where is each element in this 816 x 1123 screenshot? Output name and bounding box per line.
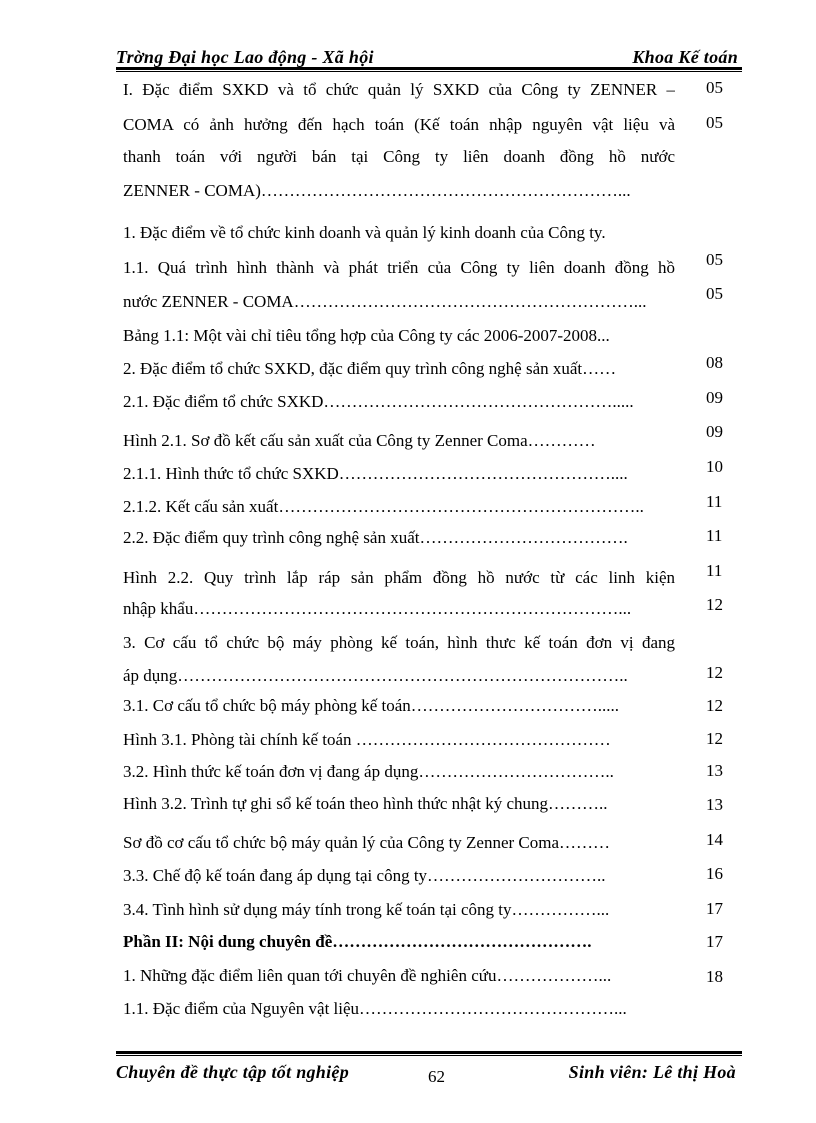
toc-line: 2.2. Đặc điểm quy trình công nghệ sản xuất………………………………. (123, 528, 628, 547)
toc-line: COMA có ảnh hưởng đến hạch toán (Kế toán nhập nguyên vật liệu và (123, 115, 675, 134)
toc-line: Hình 3.1. Phòng tài chính kế toán ……………………………………… (123, 730, 611, 749)
toc-page-number: 05 (706, 250, 723, 269)
footer-student-name: Sinh viên: Lê thị Hoà (568, 1062, 736, 1082)
toc-line: 1.1. Đặc điểm của Nguyên vật liệu………………………………………... (123, 999, 627, 1018)
toc-line: Bảng 1.1: Một vài chỉ tiêu tổng hợp của Công ty các 2006-2007-2008... (123, 326, 610, 345)
toc-page-number: 14 (706, 830, 723, 849)
toc-line: Hình 2.2. Quy trình lắp ráp sản phẩm đồng hồ nước từ các linh kiện (123, 568, 675, 587)
header-school: Trờng Đại học Lao động - Xã hội (116, 47, 374, 67)
toc-line: 3. Cơ cấu tổ chức bộ máy phòng kế toán, hình thưc kế toán đơn vị đang (123, 633, 675, 652)
toc-page-number: 17 (706, 932, 723, 951)
toc-page-number: 09 (706, 388, 723, 407)
toc-page-number: 13 (706, 761, 723, 780)
toc-page-number: 18 (706, 967, 723, 986)
toc-line: ZENNER - COMA)………………………………………………………... (123, 181, 631, 200)
toc-page-number: 10 (706, 457, 723, 476)
toc-line: 1. Đặc điểm về tổ chức kinh doanh và quản lý kinh doanh của Công ty. (123, 223, 606, 242)
toc-page-number: 12 (706, 663, 723, 682)
toc-line: áp dụng…………………………………………………………………….. (123, 666, 628, 685)
toc-page-number: 05 (706, 284, 723, 303)
toc-page-number: 17 (706, 899, 723, 918)
toc-line: 2.1.1. Hình thức tổ chức SXKD………………………………………….... (123, 464, 628, 483)
toc-line: Hình 2.1. Sơ đồ kết cấu sản xuất của Công ty Zenner Coma………… (123, 431, 596, 450)
toc-line: 1. Những đặc điểm liên quan tới chuyên đề nghiên cứu………………... (123, 966, 612, 985)
header-department: Khoa Kế toán (632, 47, 738, 67)
toc-line: nước ZENNER - COMA……………………………………………………... (123, 292, 647, 311)
toc-page-number: 12 (706, 729, 723, 748)
toc-line-part-heading: Phần II: Nội dung chuyên đề………………………………………. (123, 932, 592, 951)
toc-page-number: 05 (706, 78, 723, 97)
toc-line: nhập khẩu…………………………………………………………………... (123, 599, 632, 618)
toc-line: Hình 3.2. Trình tự ghi sổ kế toán theo hình thức nhật ký chung……….. (123, 794, 608, 813)
toc-page-number: 12 (706, 595, 723, 614)
toc-line: 3.3. Chế độ kế toán đang áp dụng tại công ty………………………….. (123, 866, 606, 885)
toc-page-number: 08 (706, 353, 723, 372)
toc-line: 3.4. Tình hình sử dụng máy tính trong kế toán tại công ty……………... (123, 900, 610, 919)
toc-line: Sơ đồ cơ cấu tổ chức bộ máy quản lý của Công ty Zenner Coma……… (123, 833, 611, 852)
toc-line: I. Đặc điểm SXKD và tổ chức quản lý SXKD của Công ty ZENNER – (123, 80, 675, 99)
toc-page-number: 12 (706, 696, 723, 715)
header-rule (116, 67, 742, 72)
page-number: 62 (428, 1067, 445, 1086)
footer-rule (116, 1051, 742, 1056)
toc-page-number: 09 (706, 422, 723, 441)
footer-report-title: Chuyên đề thực tập tốt nghiệp (116, 1062, 350, 1082)
toc-line: thanh toán với người bán tại Công ty liên doanh đồng hồ nước (123, 147, 675, 166)
toc-page-number: 11 (706, 526, 723, 545)
toc-line: 2.1. Đặc điểm tổ chức SXKD……………………………………………..... (123, 392, 634, 411)
toc-line: 2.1.2. Kết cấu sản xuất……………………………………………………….. (123, 497, 644, 516)
toc-page-number: 13 (706, 795, 723, 814)
toc-line: 1.1. Quá trình hình thành và phát triển của Công ty liên doanh đồng hồ (123, 258, 675, 277)
toc-page-number: 11 (706, 492, 723, 511)
toc-line: 2. Đặc điểm tổ chức SXKD, đặc điểm quy trình công nghệ sản xuất…… (123, 359, 617, 378)
toc-page-number: 16 (706, 864, 723, 883)
toc-line: 3.1. Cơ cấu tổ chức bộ máy phòng kế toán……………………………..... (123, 696, 620, 715)
toc-line: 3.2. Hình thức kế toán đơn vị đang áp dụng…………………………….. (123, 762, 614, 781)
toc-page-number: 05 (706, 113, 723, 132)
toc-page-number: 11 (706, 561, 723, 580)
